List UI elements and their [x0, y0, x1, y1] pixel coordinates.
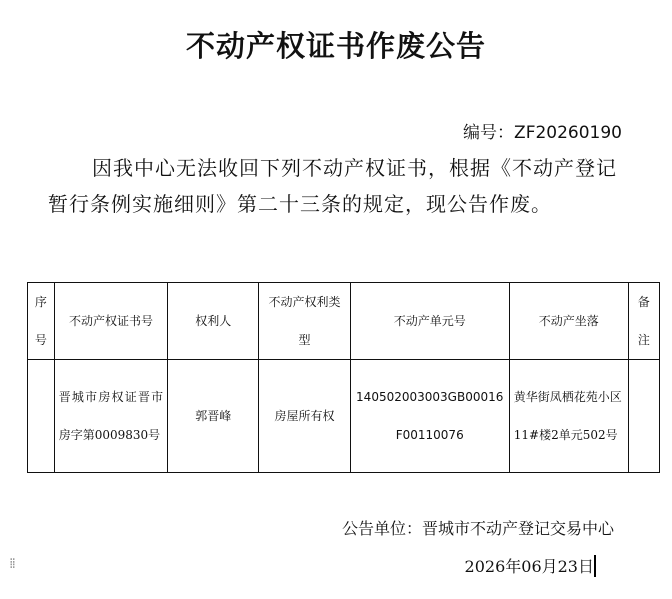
document-number: 编号：ZF20260190 — [463, 123, 622, 143]
header-unit-number: 不动产单元号 — [350, 283, 509, 360]
header-holder: 权利人 — [168, 283, 259, 360]
paragraph-text: 因我中心无法收回下列不动产权证书，根据《不动产登记暂行条例实施细则》第二十三条的规定，现公告作废。 — [48, 156, 617, 216]
cell-seq — [28, 360, 55, 473]
header-location: 不动产坐落 — [509, 283, 628, 360]
cell-note — [628, 360, 659, 473]
header-seq: 序号 — [28, 283, 55, 360]
certificate-table — [27, 282, 660, 473]
issuer-line: 公告单位：晋城市不动产登记交易中心 — [341, 519, 614, 538]
header-cert-number: 不动产权证书号 — [54, 283, 167, 360]
header-note: 备注 — [628, 283, 659, 360]
table-row — [28, 360, 660, 473]
cell-right-type: 房屋所有权 — [259, 360, 350, 473]
announcement-paragraph — [48, 150, 626, 222]
drag-handle-icon[interactable]: ⁞⁞ — [9, 556, 14, 572]
cell-unit-number: 140502003003GB00016F00110076 — [350, 360, 509, 473]
date-line: 2026年06月23日 — [464, 557, 594, 576]
document-title: 不动产权证书作废公告 — [185, 29, 486, 63]
text-cursor — [594, 555, 596, 577]
header-right-type: 不动产权利类型 — [259, 283, 350, 360]
cell-cert-number: 晋城市房权证晋市房字第0009830号 — [54, 360, 167, 473]
cell-location: 黄华街凤栖花苑小区11#楼2单元502号 — [509, 360, 628, 473]
table-header-row — [28, 283, 660, 360]
cell-holder: 郭晋峰 — [168, 360, 259, 473]
